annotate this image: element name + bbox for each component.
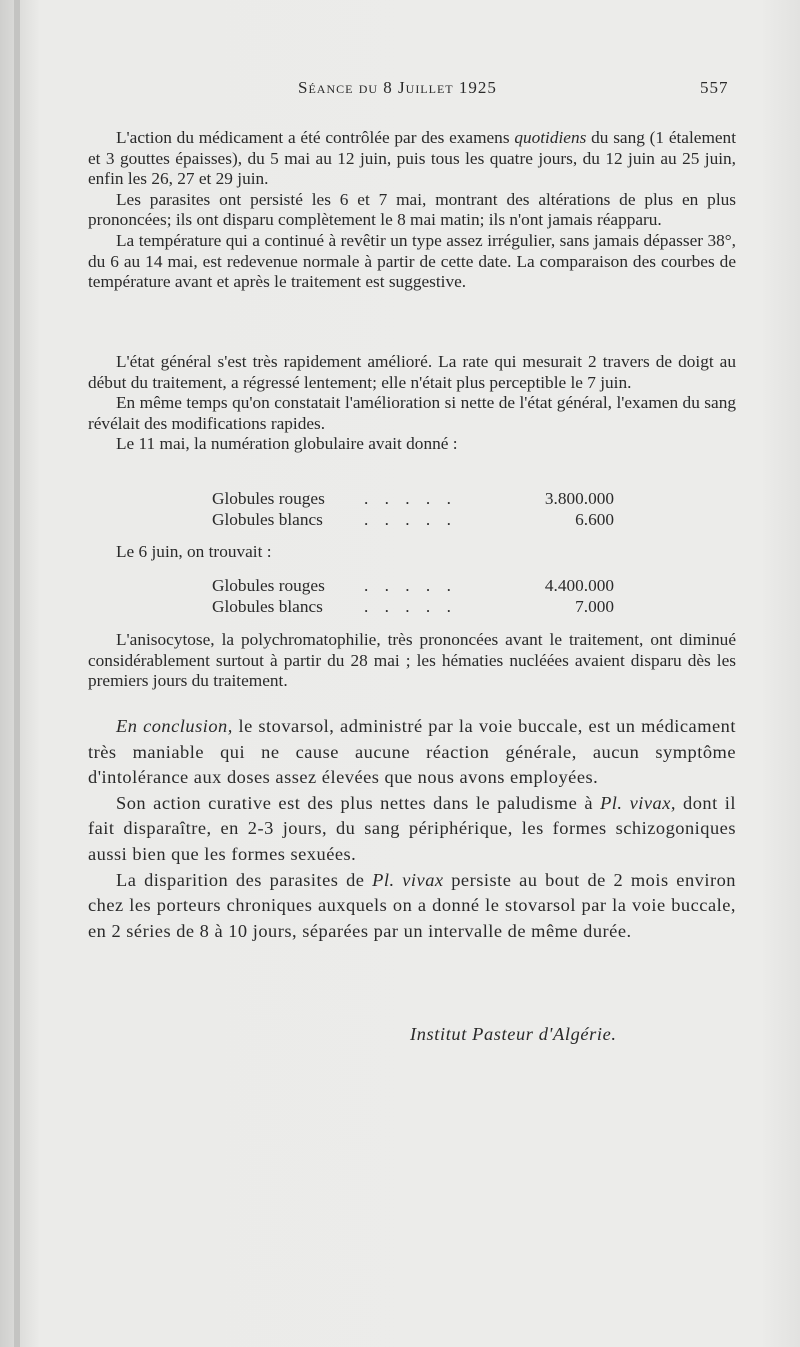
book-page: Séance du 8 Juillet 1925 557 L'action du médicament a été contrôlée par des examens quotidiens du sang (1 étalement et 3 gouttes épaisses), du 5 mai au 12 juin, puis tous les quatre jours, du 12 juin au 25 juin, enfin les 26, 27 et 29 juin. Les parasites ont persisté les 6 et 7 mai, montrant des altérations de plus en plus prononcées; ils ont disparu complètement le 8 mai matin; ils n'ont jamais réapparu. La température qui a continué à revêtir un type assez irrégulier, sans jamais dépasser 38°, du 6 au 14 mai, est redevenue normale à partir de cette date. La comparaison des courbes de température avant et après le traitement est suggestive. L'état général s'est très rapidement amélioré. La rate qui mesurait 2 travers de doigt au début du traitement, a régressé lentement; elle n'était plus perceptible le 7 juin. En même temps qu'on constatait l'amélioration si nette de l'état général, l'examen du sang révélait des modifications rapides. Le 11 mai, la numération globulaire avait donné : Globules rouges . . . . . 3.800.000 Globules blancs . . . . . 6.600 Le 6 juin, on trouvait : Globules rouges . . . . . 4.400.000 Globules blancs . . . . . 7.000 L'anisocytose, la polychromatophilie, très prononcées avant le traitement, ont diminué considérablement surtout à partir du 28 mai ; les hématies nucléées avaient disparu dès les premiers jours du traitement. En conclusion, le stovarsol, administré par la voie buccale, est un médicament très maniable qui ne cause aucune réaction générale, aucun symptôme d'intolérance aux doses assez élevées que nous avons employées. Son action curative est des plus nettes dans le paludisme à Pl. vivax, dont il fait disparaître, en 2-3 jours, du sang périphérique, les formes schizogoniques aussi bien que les formes sexuées. La disparition des parasites de Pl. vivax persiste au bout de 2 mois environ chez les porteurs chroniques auxquels on a donné le stovarsol par la voie buccale, en 2 séries de 8 à 10 jours, séparées par un intervalle de même durée. Institut Pasteur d'Algérie. (0, 0, 800, 1347)
page-edge (14, 0, 20, 1347)
paragraph: Les parasites ont persisté les 6 et 7 mai, montrant des altérations de plus en plus prononcées; ils ont disparu complètement le 8 mai matin; ils n'ont jamais réapparu. (88, 189, 736, 230)
header-title: Séance du 8 Juillet 1925 (298, 78, 497, 97)
signature: Institut Pasteur d'Algérie. (410, 1024, 617, 1044)
text-block-mid (88, 352, 736, 455)
paragraph: L'état général s'est très rapidement amélioré. La rate qui mesurait 2 travers de doigt au début du traitement, a régressé lentement; elle n'était plus perceptible le 7 juin. (88, 352, 736, 392)
paragraph: En conclusion, le stovarsol, administré par la voie buccale, est un médicament très maniable qui ne cause aucune réaction générale, aucun symptôme d'intolérance aux doses assez élevées que nous avons employées. (88, 716, 736, 788)
text-intro-2: Le 6 juin, on trouvait : (116, 542, 272, 561)
page-number: 557 (700, 78, 729, 97)
paragraph: En même temps qu'on constatait l'amélioration si nette de l'état général, l'examen du sang révélait des modifications rapides. (88, 393, 736, 433)
paragraph: Son action curative est des plus nettes dans le paludisme à Pl. vivax, dont il fait disparaître, en 2-3 jours, du sang périphérique, les formes schizogoniques aussi bien que les formes sexuées. (88, 792, 736, 864)
text-block-aniso (88, 630, 736, 692)
text-block-top (88, 128, 736, 293)
italic-term: quotidiens (514, 128, 587, 147)
conclusion-block (88, 714, 736, 944)
paragraph: L'action du médicament a été contrôlée par des examens quotidiens du sang (1 étalement et 3 gouttes épaisses), du 5 mai au 12 juin, puis tous les quatre jours, du 12 juin au 25 juin, enfin les 26, 27 et 29 juin. (88, 128, 736, 189)
paragraph: La température qui a continué à revêtir un type assez irrégulier, sans jamais dépasser 38°, du 6 au 14 mai, est redevenue normale à partir de cette date. La comparaison des courbes de température avant et après le traitement est suggestive. (88, 230, 736, 292)
italic-species: Pl. vivax (372, 869, 444, 890)
italic-lead: En conclusion, (116, 716, 233, 736)
paragraph: Le 11 mai, la numération globulaire avait donné : (116, 434, 458, 454)
paragraph: La disparition des parasites de Pl. vivax persiste au bout de 2 mois environ chez les porteurs chroniques auxquels on a donné le stovarsol par la voie buccale, en 2 séries de 8 à 10 jours, séparées par un intervalle de même durée. (88, 869, 736, 941)
running-header (0, 78, 800, 104)
italic-species: Pl. vivax, (600, 792, 676, 813)
paragraph: L'anisocytose, la polychromatophilie, très prononcées avant le traitement, ont diminué considérablement surtout à partir du 28 mai ; les hématies nucléées avaient disparu dès les premiers jours du traitement. (88, 630, 736, 691)
